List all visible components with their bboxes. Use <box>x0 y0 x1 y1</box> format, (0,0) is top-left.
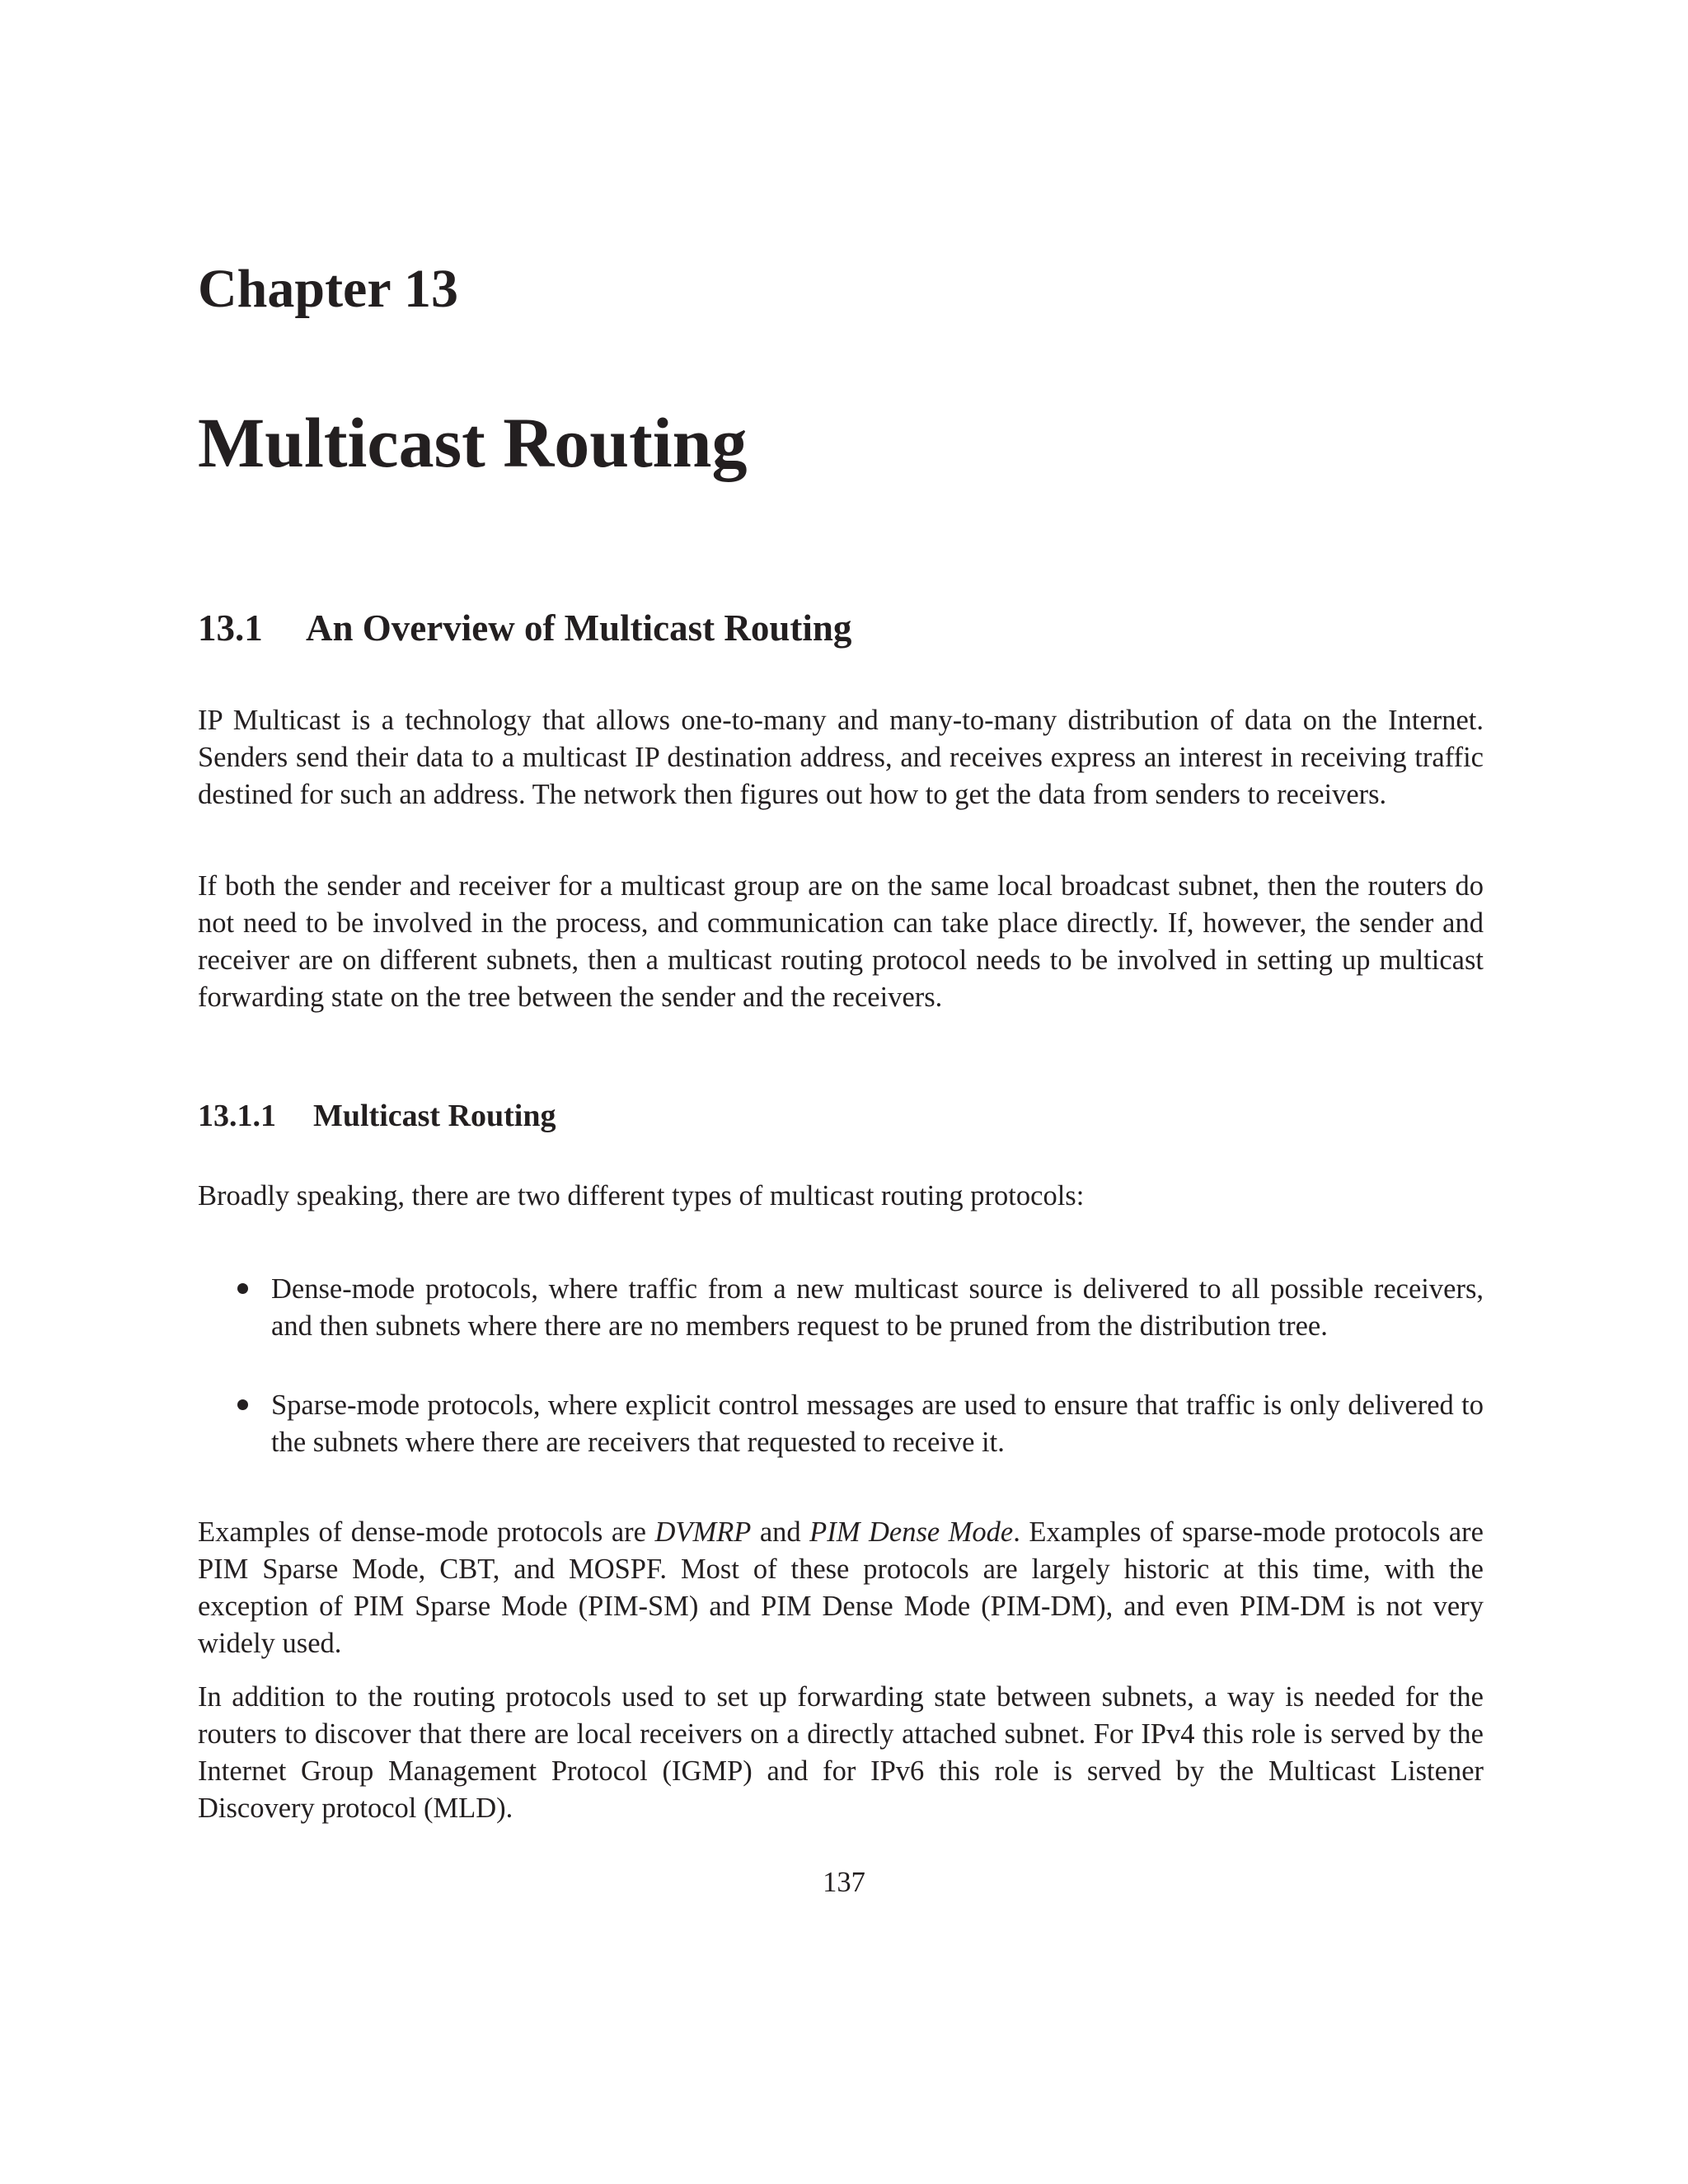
subsection-title: Multicast Routing <box>313 1099 556 1133</box>
chapter-label: Chapter 13 <box>198 259 458 319</box>
list-item-text: Sparse-mode protocols, where explicit control messages are used to ensure that traffic is only delivered to the subnets where there are receivers that requested to receive it. <box>271 1390 1484 1458</box>
pim-dense-mode-term: PIM Dense Mode <box>809 1516 1014 1548</box>
section-heading <box>198 607 852 649</box>
dvmrp-term: DVMRP <box>654 1516 752 1548</box>
list-item-text: Dense-mode protocols, where traffic from a new multicast source is delivered to all possible receivers, and then subnets where there are no members request to be pruned from the distribution tree. <box>271 1273 1484 1342</box>
examples-text-part: and <box>751 1516 810 1548</box>
subsection-number: 13.1.1 <box>198 1099 276 1133</box>
subsection-intro: Broadly speaking, there are two different types of multicast routing protocols: <box>198 1180 1085 1212</box>
overview-paragraph-2: If both the sender and receiver for a multicast group are on the same local broadcast subnet, then the routers do not need to be involved in the process, and communication can take place directly. If, however, the sender and receiver are on different subnets, then a multicast routing protocol needs to be involved in setting up multicast forwarding state on the tree between the sender and the receivers. <box>198 870 1484 1013</box>
overview-paragraph-1: IP Multicast is a technology that allows one-to-many and many-to-many distribution of data on the Internet. Senders send their data to a multicast IP destination address, and receives express an interest in receiving traffic destined for such an address. The network then figures out how to get the data from senders to receivers. <box>198 705 1484 810</box>
subsection-heading <box>198 1100 556 1132</box>
page-number: 137 <box>823 1867 865 1898</box>
section-title: An Overview of Multicast Routing <box>306 607 852 649</box>
examples-text-part: Examples of dense-mode protocols are <box>198 1516 655 1548</box>
section-number: 13.1 <box>198 607 263 649</box>
closing-paragraph: In addition to the routing protocols used to set up forwarding state between subnets, a way is needed for the routers to discover that there are local receivers on a directly attached subnet. For IPv4 this role is served by the Internet Group Management Protocol (IGMP) and for IPv6 this role is served by the Multicast Listener Discovery protocol (MLD). <box>198 1681 1484 1824</box>
chapter-title: Multicast Routing <box>198 403 748 482</box>
examples-paragraph <box>198 1514 1484 1662</box>
bullet-icon <box>237 1399 248 1410</box>
examples-text-part: . Examples of sparse-mode protocols are PIM Sparse Mode, CBT, and MOSPF. Most of these protocols are largely historic at this time, with the exception of PIM Sparse Mode (PIM-SM) and PIM Dense Mode (PIM-DM), and even PIM-DM is not very widely used. <box>198 1516 1484 1659</box>
bullet-icon <box>237 1283 248 1294</box>
